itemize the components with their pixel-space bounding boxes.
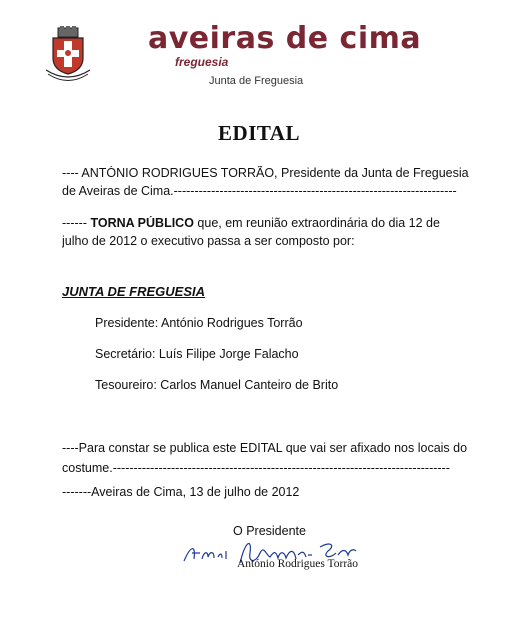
dash-prefix: ------ — [62, 216, 91, 230]
member-treasurer: Tesoureiro: Carlos Manuel Canteiro de Brito — [95, 378, 339, 392]
paragraph-3-line-1: ----Para constar se publica este EDITAL que vai ser afixado nos locais do — [62, 441, 468, 455]
paragraph-2-line-1-rest: que, em reunião extraordinária do dia 12 de — [193, 216, 440, 230]
org-name: Junta de Freguesia — [209, 75, 304, 87]
coat-of-arms-icon — [43, 26, 93, 86]
dateline: -------Aveiras de Cima, 13 de julho de 2012 — [62, 485, 300, 499]
paragraph-3-line-2: costume.--------------------------------------------------------------------------------- — [62, 461, 450, 475]
member-president: Presidente: António Rodrigues Torrão — [95, 316, 303, 330]
document-title: EDITAL — [218, 121, 300, 145]
paragraph-1-line-1: ---- ANTÓNIO RODRIGUES TORRÃO, Presidente da Junta de Freguesia — [62, 166, 469, 180]
logo — [148, 20, 421, 58]
member-secretary: Secretário: Luís Filipe Jorge Falacho — [95, 347, 299, 361]
paragraph-1-line-2: de Aveiras de Cima.-------------------------------------------------------------------- — [62, 184, 457, 198]
section-title: JUNTA DE FREGUESIA — [62, 284, 206, 299]
announcement-keyword: TORNA PÚBLICO — [90, 216, 194, 230]
logo-text: aveiras de cima — [148, 21, 422, 56]
paragraph-2-line-1 — [62, 216, 476, 230]
paragraph-2-line-2: julho de 2012 o executivo passa a ser composto por: — [62, 234, 355, 248]
signature-label: O Presidente — [233, 524, 306, 538]
signatory-name: António Rodrigues Torrão — [237, 558, 358, 570]
logo-subtext: freguesia — [175, 55, 229, 69]
